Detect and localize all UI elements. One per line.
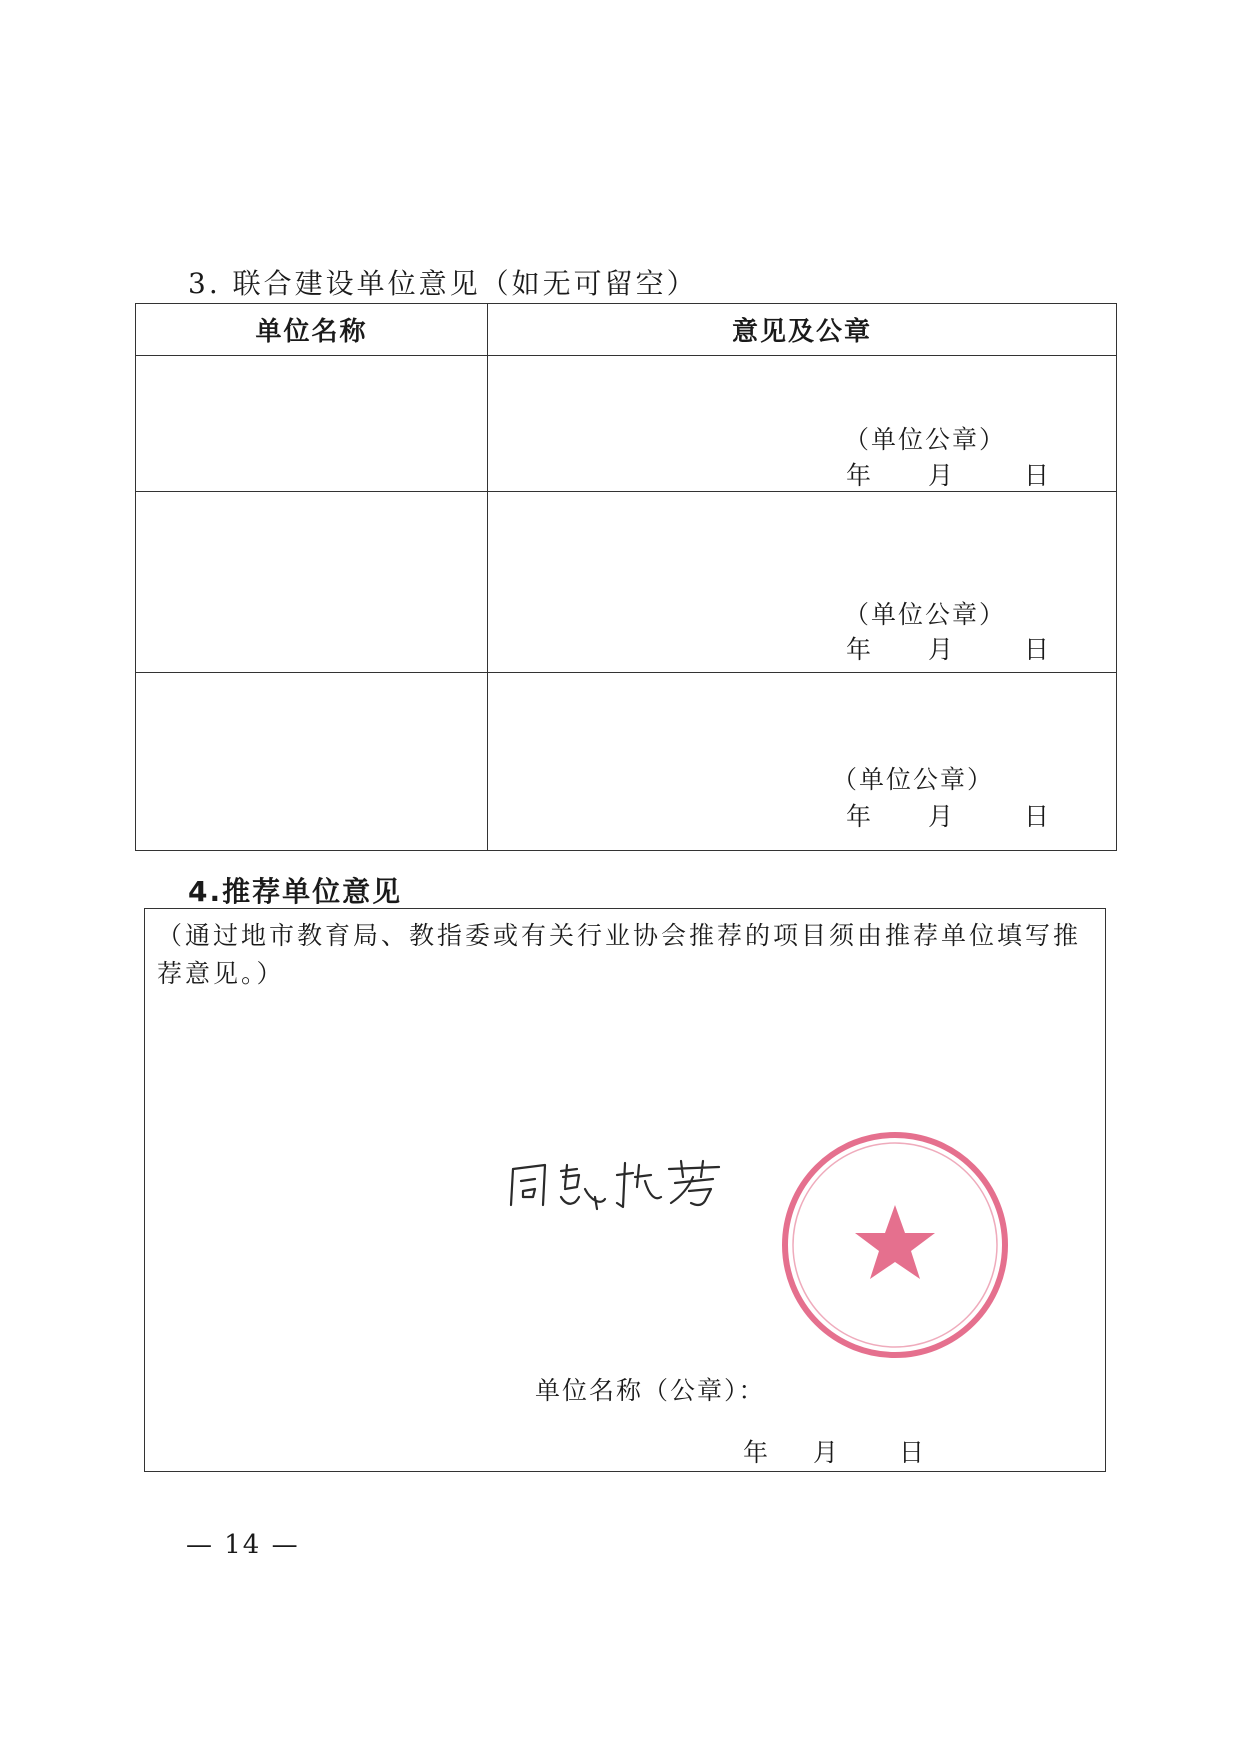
table-row — [136, 673, 1117, 851]
unit-name-seal-label: 单位名称（公章）： — [535, 1376, 766, 1405]
date-line — [846, 456, 1049, 492]
joint-units-table — [135, 303, 1117, 851]
year-label: 年 — [846, 461, 872, 490]
unit-name-cell[interactable] — [136, 356, 488, 492]
stamp-note: （单位公章） — [844, 600, 1007, 629]
header-opinion-seal: 意见及公章 — [488, 304, 1117, 356]
month-label: 月 — [813, 1438, 839, 1467]
month-label: 月 — [928, 461, 954, 490]
section4-title: 4.推荐单位意见 — [188, 875, 403, 908]
month-label: 月 — [928, 635, 954, 664]
day-label: 日 — [1024, 635, 1050, 664]
official-seal — [777, 1127, 1013, 1363]
recommendation-note: （通过地市教育局、教指委或有关行业协会推荐的项目须由推荐单位填写推荐意见。） — [157, 921, 1082, 988]
table-row — [136, 356, 1117, 492]
section3-title: 3. 联合建设单位意见（如无可留空） — [188, 267, 698, 300]
opinion-cell[interactable] — [488, 673, 1117, 851]
year-label: 年 — [743, 1438, 769, 1467]
handwritten-signature — [505, 1147, 725, 1217]
date-line — [846, 797, 1049, 833]
stamp-note: （单位公章） — [832, 765, 995, 794]
opinion-cell[interactable] — [488, 356, 1117, 492]
day-label: 日 — [899, 1438, 925, 1467]
year-label: 年 — [846, 635, 872, 664]
table-header-row — [136, 304, 1117, 356]
unit-name-cell[interactable] — [136, 492, 488, 673]
table-row — [136, 492, 1117, 673]
header-unit-name: 单位名称 — [136, 304, 488, 356]
year-label: 年 — [846, 802, 872, 831]
recommendation-box[interactable] — [144, 908, 1106, 1472]
page-number: — 14 — — [186, 1530, 300, 1560]
unit-name-cell[interactable] — [136, 673, 488, 851]
date-line — [846, 630, 1049, 666]
opinion-cell[interactable] — [488, 492, 1117, 673]
day-label: 日 — [1024, 461, 1050, 490]
stamp-note: （单位公章） — [844, 425, 1007, 454]
recommendation-date — [743, 1433, 924, 1469]
month-label: 月 — [928, 802, 954, 831]
day-label: 日 — [1024, 802, 1050, 831]
